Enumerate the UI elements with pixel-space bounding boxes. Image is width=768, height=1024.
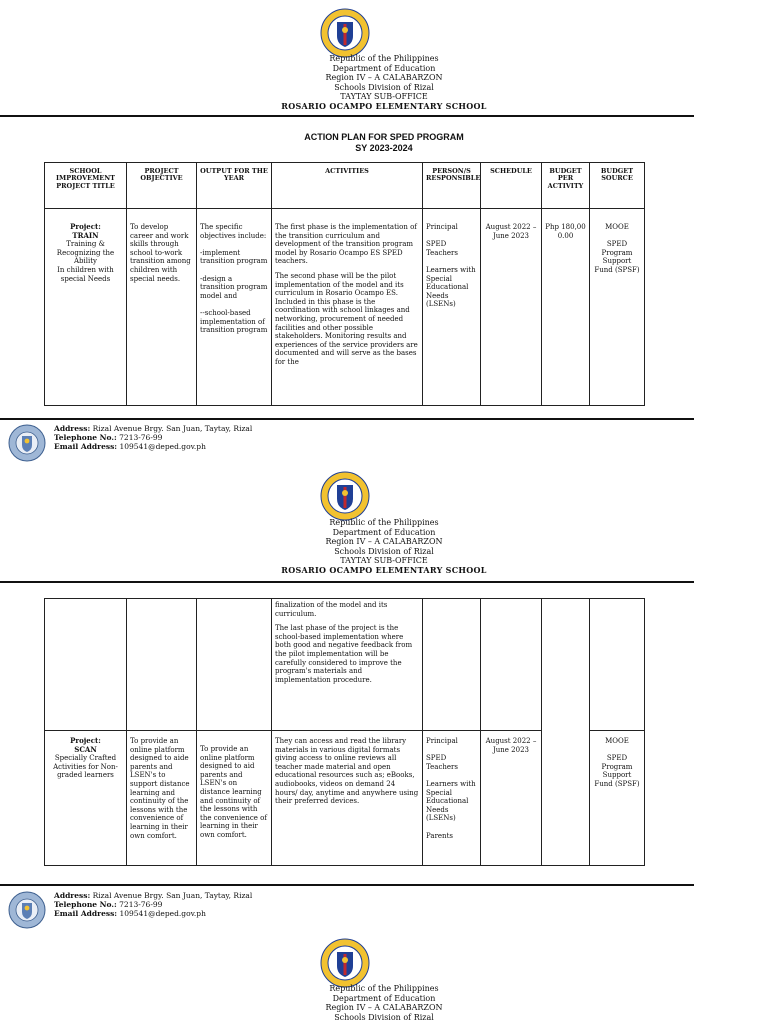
footer-divider (0, 884, 694, 886)
header-divider (0, 115, 694, 117)
objective-cell: To develop career and work skills through school to-work transition among children with special needs. (127, 209, 197, 406)
action-plan-table (44, 162, 645, 406)
action-plan-table-continued (44, 598, 645, 866)
person-cell: Principal SPED Teachers Learners with Special Educational Needs (LSENs) (423, 209, 481, 406)
person-cell: Principal SPED Teachers Learners with Special Educational Needs (LSENs) Parents (423, 731, 481, 866)
col-header: SCHEDULE (481, 163, 542, 209)
deped-seal-icon (320, 471, 370, 521)
activities-cell: They can access and read the library materials in various digital formats giving access to online reviews all teacher made material and open educational resources such as; eBooks, audiobooks, videos on demand 24 hours/ day, anytime and anywhere using their preferred devices. (272, 731, 423, 866)
project-title-cell: Project: TRAIN Training & Recognizing the Ability In children with special Needs (45, 209, 127, 406)
col-header: SCHOOL IMPROVEMENT PROJECT TITLE (45, 163, 127, 209)
schedule-cell: August 2022 – June 2023 (481, 209, 542, 406)
col-header: OUTPUT FOR THE YEAR (197, 163, 272, 209)
objective-cell: To provide an online platform designed to aide parents and LSEN's to support distance learning and continuity of the lessons with the convenience of learning in their own comfort. (127, 731, 197, 866)
project-title-cell: Project: SCAN Specially Crafted Activities for Non-graded learners (45, 731, 127, 866)
footer-contact: Address: Rizal Avenue Brgy. San Juan, Taytay, Rizal Telephone No.: 7213-76-99 Email Address: 109541@deped.gov.ph (54, 424, 253, 451)
output-cell: The specific objectives include: -implement transition program -design a transition program model and --school-based implementation of transition program (197, 209, 272, 406)
division-seal-icon (8, 424, 46, 462)
deped-seal-icon (320, 8, 370, 58)
source-cell: MOOE SPED Program Support Fund (SPSF) (590, 731, 645, 866)
source-cell: MOOE SPED Program Support Fund (SPSF) (590, 209, 645, 406)
footer-contact: Address: Rizal Avenue Brgy. San Juan, Taytay, Rizal Telephone No.: 7213-76-99 Email Address: 109541@deped.gov.ph (54, 891, 253, 918)
col-header: ACTIVITIES (272, 163, 423, 209)
activities-cell: The first phase is the implementation of the transition curriculum and development of the transition program model by Rosario Ocampo ES SPED teachers. The second phase will be the pilot implementation of the model and its curriculum in Rosario Ocampo ES. Included in this phase is the coordination with school linkages and networking, procurement of needed facilities and other possible stakeholders. Monitoring results and experiences of the service providers are documented and will serve as the bases for the (272, 209, 423, 406)
table-row (45, 209, 645, 406)
letterhead: Republic of the Philippines Department of Education Region IV – A CALABARZON Schools Division of Rizal (325, 984, 443, 1022)
col-header: PERSON/S RESPONSIBLE (423, 163, 481, 209)
letterhead: Republic of the Philippines Department of Education Region IV – A CALABARZON Schools Division of Rizal TAYTAY SUB-OFFICE ROSARIO OCAMPO ELEMENTARY SCHOOL (281, 518, 487, 575)
table-header-row (45, 163, 645, 209)
letterhead: Republic of the Philippines Department of Education Region IV – A CALABARZON Schools Division of Rizal TAYTAY SUB-OFFICE ROSARIO OCAMPO ELEMENTARY SCHOOL (281, 54, 487, 111)
activities-cell: finalization of the model and its curriculum. The last phase of the project is the school-based implementation where both good and negative feedback from the pilot implementation will be carefully considered to improve the program's materials and implementation procedure. (272, 599, 423, 731)
col-header: BUDGET SOURCE (590, 163, 645, 209)
footer-divider (0, 418, 694, 420)
output-cell: To provide an online platform designed to aid parents and LSEN's on distance learning and continuity of the lessons with the convenience of learning in their own comfort. (197, 731, 272, 866)
document-title: ACTION PLAN FOR SPED PROGRAM SY 2023-2024 (304, 132, 464, 153)
schedule-cell: August 2022 – June 2023 (481, 731, 542, 866)
deped-seal-icon (320, 938, 370, 988)
table-row (45, 599, 645, 731)
division-seal-icon (8, 891, 46, 929)
header-divider (0, 581, 694, 583)
col-header: PROJECT OBJECTIVE (127, 163, 197, 209)
col-header: BUDGET PER ACTIVITY (542, 163, 590, 209)
budget-cell: Php 180,000.00 (542, 209, 590, 406)
